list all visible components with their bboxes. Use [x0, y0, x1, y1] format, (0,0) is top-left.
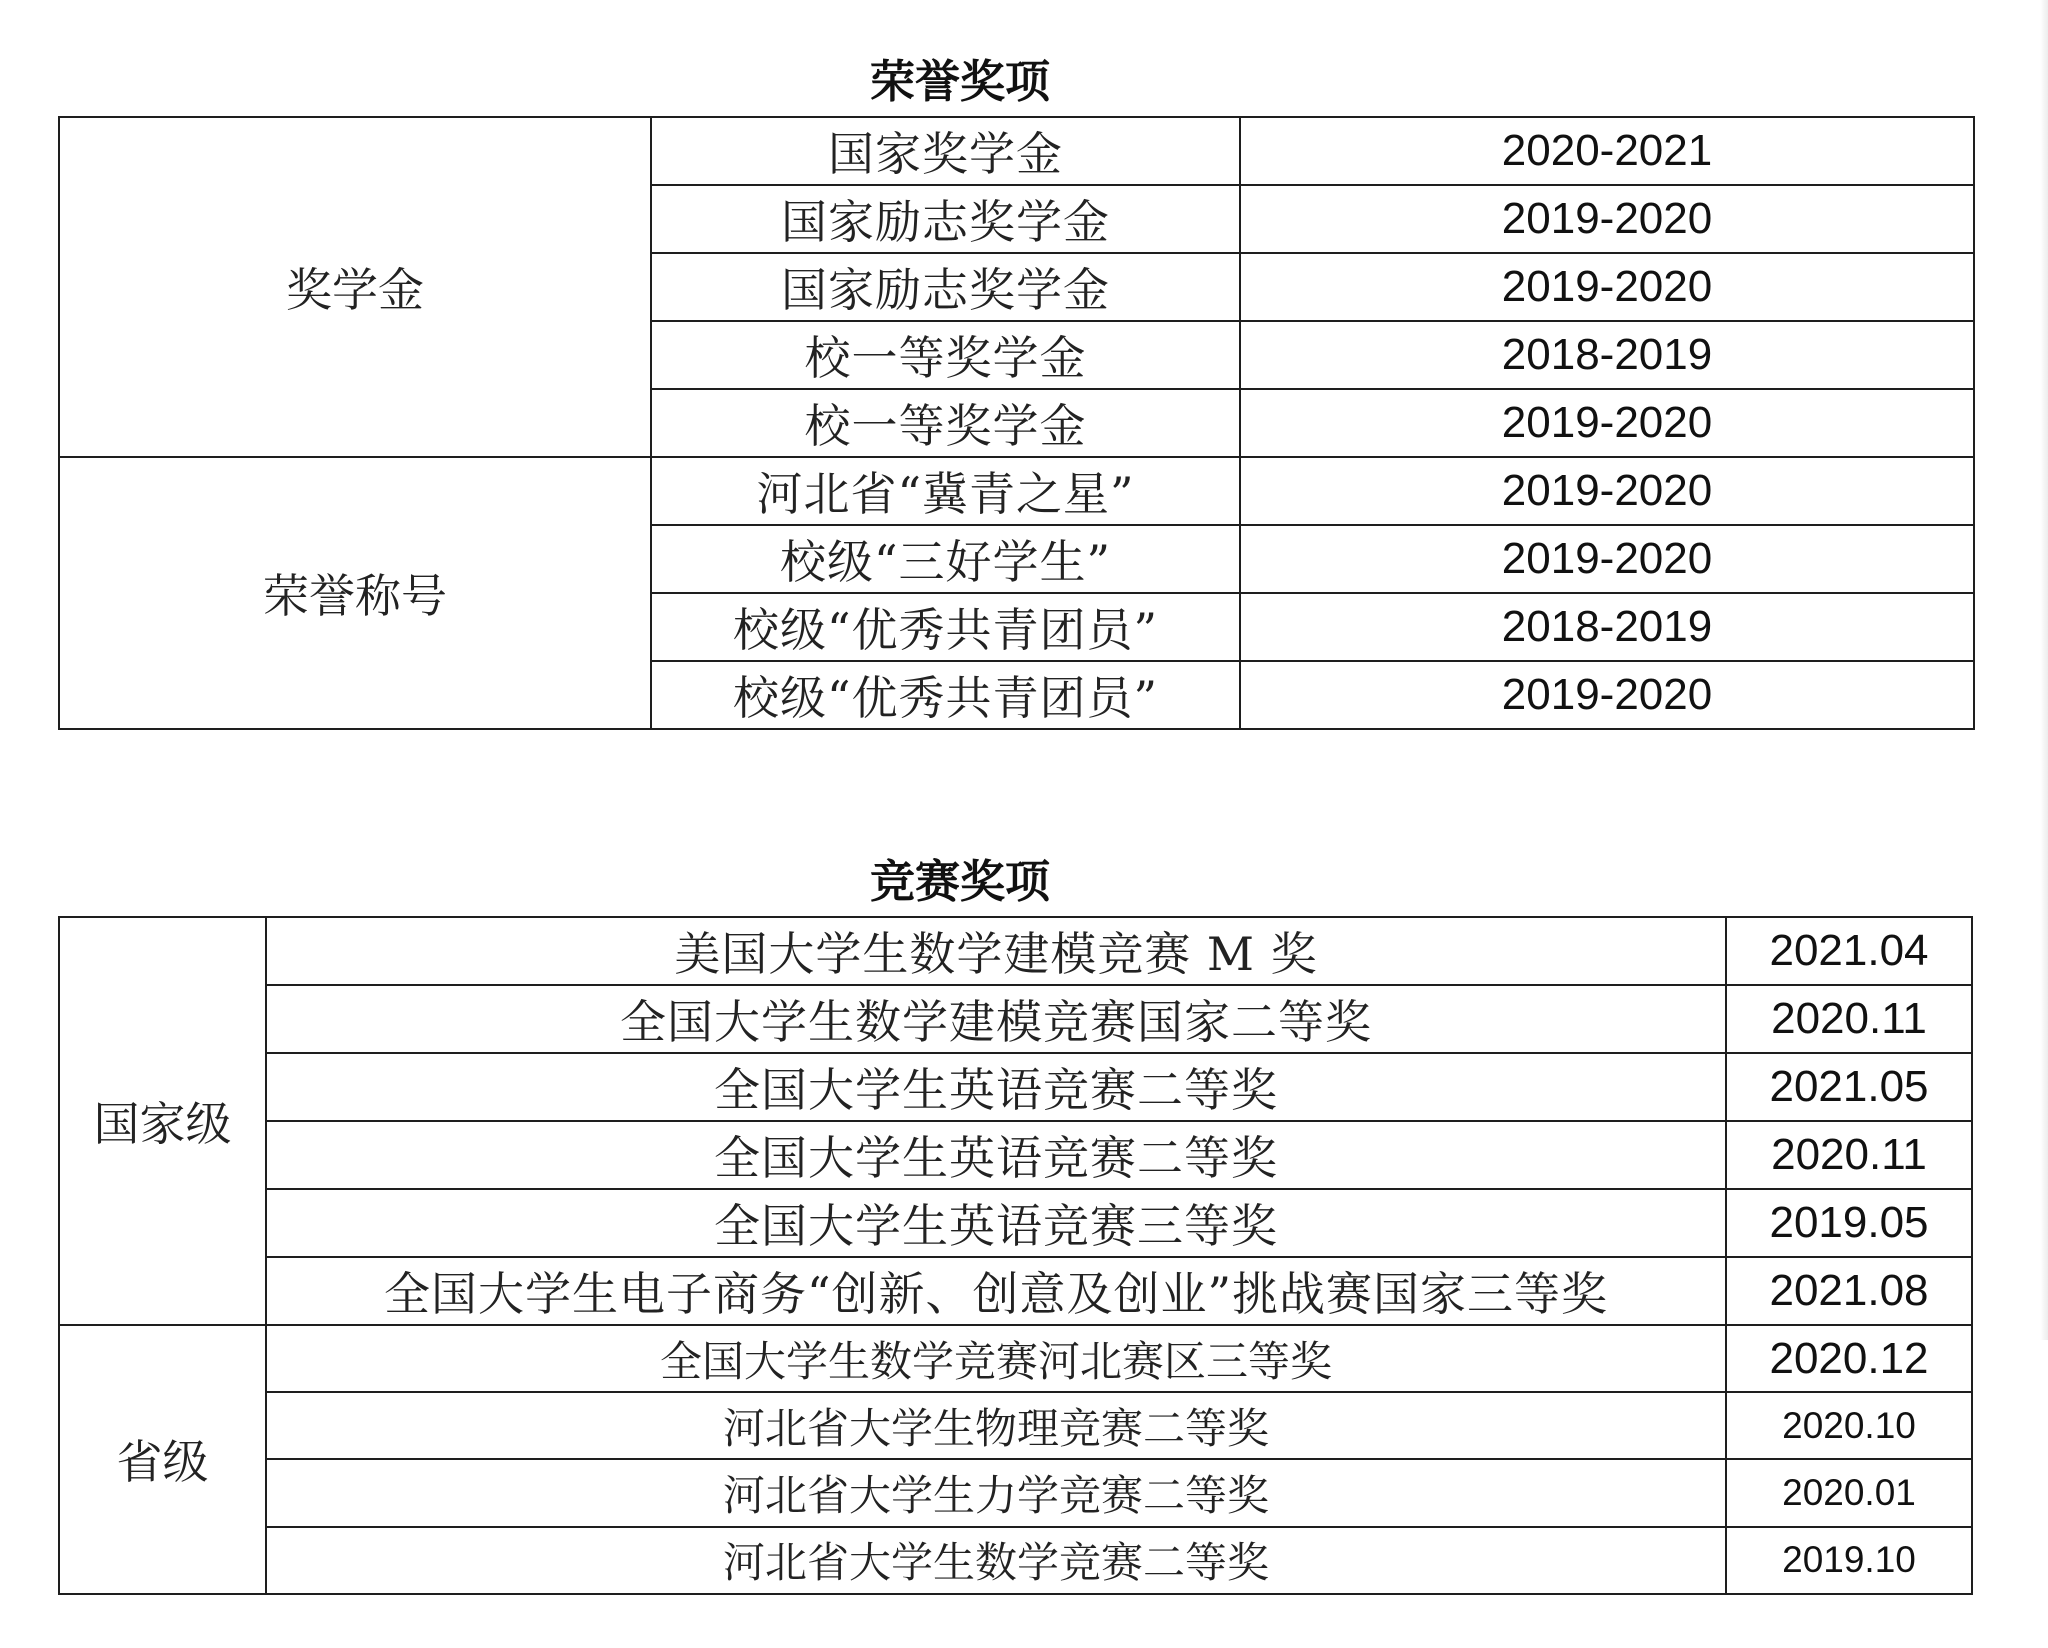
table-row: [59, 917, 1972, 985]
competition-name: 美国大学生数学建模竞赛 M 奖: [266, 917, 1726, 985]
table-row: [59, 457, 1974, 525]
table-row: [59, 1527, 1972, 1594]
award-name: 国家奖学金: [651, 117, 1240, 185]
award-name: 河北省“冀青之星”: [651, 457, 1240, 525]
award-year: 2019-2020: [1240, 253, 1974, 321]
competition-name: 河北省大学生数学竞赛二等奖: [266, 1527, 1726, 1594]
award-year: 2019-2020: [1240, 525, 1974, 593]
competition-date: 2019.05: [1726, 1189, 1972, 1257]
table-row: [59, 1121, 1972, 1189]
award-name: 校级“优秀共青团员”: [651, 661, 1240, 729]
award-name: 校级“优秀共青团员”: [651, 593, 1240, 661]
page-edge-shadow: [2040, 0, 2048, 1340]
award-name: 国家励志奖学金: [651, 185, 1240, 253]
competition-name: 全国大学生数学竞赛河北赛区三等奖: [266, 1325, 1726, 1392]
competition-date: 2020.11: [1726, 985, 1972, 1053]
table-row: [59, 1189, 1972, 1257]
table-row: [59, 1257, 1972, 1325]
competition-name: 全国大学生英语竞赛二等奖: [266, 1053, 1726, 1121]
competition-name: 全国大学生英语竞赛三等奖: [266, 1189, 1726, 1257]
award-year: 2019-2020: [1240, 389, 1974, 457]
award-year: 2019-2020: [1240, 457, 1974, 525]
award-name: 校一等奖学金: [651, 321, 1240, 389]
competition-date: 2021.04: [1726, 917, 1972, 985]
category-honor-title: 荣誉称号: [59, 457, 651, 729]
award-name: 校一等奖学金: [651, 389, 1240, 457]
table-row: [59, 1459, 1972, 1526]
honors-section-title: 荣誉奖项: [869, 55, 1050, 108]
competition-name: 全国大学生电子商务“创新、创意及创业”挑战赛国家三等奖: [266, 1257, 1726, 1325]
award-name: 校级“三好学生”: [651, 525, 1240, 593]
table-row: [59, 1325, 1972, 1392]
award-year: 2019-2020: [1240, 185, 1974, 253]
competition-date: 2020.10: [1726, 1392, 1972, 1459]
category-scholarship: 奖学金: [59, 117, 651, 457]
category-provincial: 省级: [59, 1325, 266, 1594]
table-row: [59, 117, 1974, 185]
competition-date: 2019.10: [1726, 1527, 1972, 1594]
award-year: 2019-2020: [1240, 661, 1974, 729]
competition-date: 2021.08: [1726, 1257, 1972, 1325]
competition-date: 2020.01: [1726, 1459, 1972, 1526]
competitions-table: [58, 916, 1973, 1595]
award-year: 2018-2019: [1240, 593, 1974, 661]
table-row: [59, 1053, 1972, 1121]
competition-name: 河北省大学生物理竞赛二等奖: [266, 1392, 1726, 1459]
table-row: [59, 1392, 1972, 1459]
award-year: 2020-2021: [1240, 117, 1974, 185]
competition-date: 2020.12: [1726, 1325, 1972, 1392]
competition-name: 河北省大学生力学竞赛二等奖: [266, 1459, 1726, 1526]
competition-date: 2020.11: [1726, 1121, 1972, 1189]
competition-name: 全国大学生英语竞赛二等奖: [266, 1121, 1726, 1189]
award-name: 国家励志奖学金: [651, 253, 1240, 321]
category-national: 国家级: [59, 917, 266, 1325]
award-year: 2018-2019: [1240, 321, 1974, 389]
table-row: [59, 985, 1972, 1053]
competition-date: 2021.05: [1726, 1053, 1972, 1121]
honors-table: [58, 116, 1975, 730]
competition-name: 全国大学生数学建模竞赛国家二等奖: [266, 985, 1726, 1053]
competitions-section-title: 竞赛奖项: [869, 855, 1050, 908]
